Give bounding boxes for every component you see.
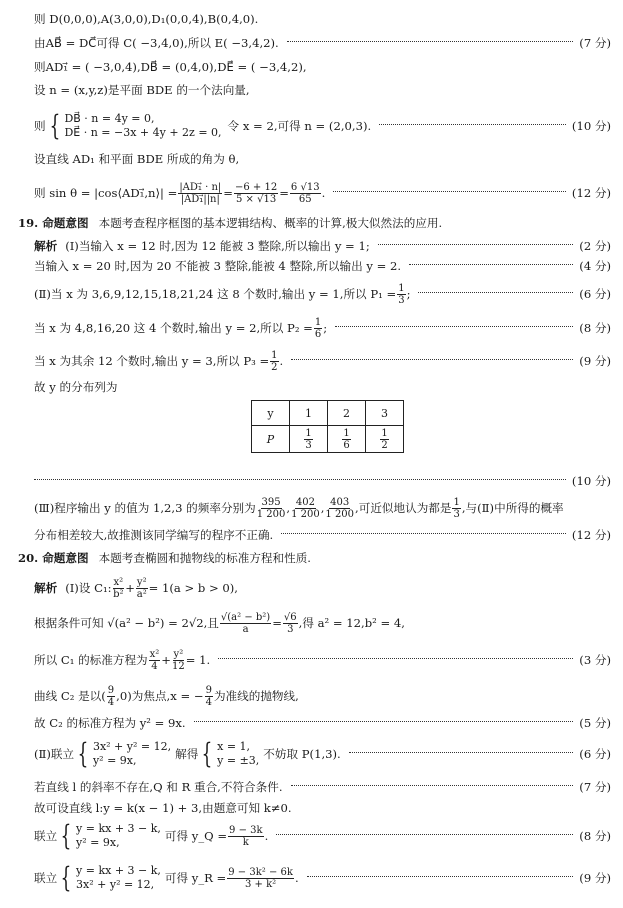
leader-dots — [276, 834, 573, 835]
score-label: (2 分) — [579, 239, 611, 253]
fraction: $\frac{\text{9 − 3k² − 6k}}{\text{3 + k²}}$ — [228, 866, 293, 890]
fraction: $\frac{\text{x²}}{4}$ — [149, 648, 160, 672]
equation-system: { x = 1, y = ±3, — [201, 737, 260, 770]
line-sin-theta: 则 sin θ = |cos⟨AD₁⃗,n⟩| = $\frac{\text{|AD₁⃗ · n|}}{\text{|AD₁⃗||n|}}$ = $\frac{-6 + 12}{5 \times √13}$ = $\frac{6 √13}{65}$ . (12 分) — [34, 181, 611, 205]
score-label: (12 分) — [571, 186, 611, 200]
leader-dots — [333, 191, 566, 192]
score-label: (5 分) — [579, 716, 611, 730]
leader-dots — [349, 752, 574, 753]
score-label: (8 分) — [579, 829, 611, 843]
line-20-7: 若直线 l 的斜率不存在,Q 和 R 重合,不符合条件. (7 分) — [34, 780, 611, 794]
score-label: (7 分) — [579, 780, 611, 794]
score-label: (8 分) — [579, 321, 611, 335]
line-19-6: 故 y 的分布列为 — [34, 380, 118, 394]
line-20-3: 所以 C₁ 的标准方程为 $\frac{\text{x²}}{4}$ + $\frac{\text{y²}}{12}$ = 1. (3 分) — [34, 648, 611, 672]
line-system-normal: 则 { DB⃗ · n = 4y = 0, DE⃗ · n = −3x + 4y + 2z = 0, 令 x = 2,可得 n = (2,0,3). (10 分) — [34, 109, 611, 142]
q19-heading: 19. 命题意图 本题考查程序框图的基本逻辑结构、概率的计算,极大似然法的应用. — [18, 216, 443, 230]
table-row — [252, 426, 404, 453]
leader-dots — [409, 264, 573, 265]
fraction: $\frac{-6 + 12}{5 \times √13}$ — [235, 181, 278, 205]
line-19-7 — [34, 474, 611, 488]
line-19-5: 当 x 为其余 12 个数时,输出 y = 3,所以 P₃ = $\frac{1}{2}$ . (9 分) — [34, 349, 611, 373]
line-20-5: 故 C₂ 的标准方程为 y² = 9x. (5 分) — [34, 716, 611, 730]
fraction: $\frac{√6}{3}$ — [283, 611, 297, 635]
leader-dots — [281, 533, 566, 534]
line-normal-vector: 设 n = (x,y,z)是平面 BDE 的一个法向量, — [34, 83, 250, 97]
line-19-2: 当输入 x = 20 时,因为 20 不能被 3 整除,能被 4 整除,所以输出 y = 2. (4 分) — [34, 259, 611, 273]
table-row-label: P — [252, 426, 290, 453]
score-label: (12 分) — [571, 528, 611, 542]
leader-dots — [287, 41, 574, 42]
fraction: $\frac{1}{2}$ — [271, 349, 278, 373]
score-label: (10 分) — [571, 474, 611, 488]
line-20-2: 根据条件可知 √(a² − b²) = 2√2,且 $\frac{\text{√(a² − b²)}}{a}$ = $\frac{√6}{3}$ ,得 a² = 12,b² = 4, — [34, 611, 405, 635]
fraction: $\frac{\text{y²}}{\text{a²}}$ — [136, 576, 147, 600]
leader-dots — [335, 326, 573, 327]
line-19-9: 分布相差较大,故推测该同学编写的程序不正确. (12 分) — [34, 528, 611, 542]
line-20-9: 联立 { y = kx + 3 − k, y² = 9x, 可得 y_Q = $\frac{9 - 3k}{k}$ . (8 分) — [34, 819, 611, 852]
fraction: $\frac{9}{4}$ — [205, 684, 212, 708]
line-point-e: 由AB⃗ = DC⃗可得 C( −3,4,0),所以 E( −3,4,2). (7 分) — [34, 36, 611, 50]
score-label: (9 分) — [579, 871, 611, 885]
line-coordinates: 则 D(0,0,0),A(3,0,0),D₁(0,0,4),B(0,4,0). — [34, 12, 259, 26]
line-20-1: 解析 (Ⅰ)设 C₁: $\frac{\text{x²}}{\text{b²}}$ + $\frac{\text{y²}}{\text{a²}}$ = 1(a > b > 0), — [34, 576, 238, 600]
table-header-cell: 2 — [328, 401, 366, 426]
equation-system: { y = kx + 3 − k, y² = 9x, — [60, 819, 161, 852]
leader-dots — [418, 292, 573, 293]
line-vectors: 则AD₁⃗ = ( −3,0,4),DB⃗ = (0,4,0),DE⃗ = ( −3,4,2), — [34, 60, 307, 74]
leader-dots — [218, 658, 573, 659]
equation-system: { DB⃗ · n = 4y = 0, DE⃗ · n = −3x + 4y + 2z = 0, — [49, 109, 222, 142]
line-20-6: (Ⅱ)联立 { 3x² + y² = 12, y² = 9x, 解得 { x = 1, y = ±3, 不妨取 P(1,3). (6 分) — [34, 737, 611, 770]
leader-dots — [291, 785, 574, 786]
score-label: (7 分) — [579, 36, 611, 50]
fraction: $\frac{402}{1 200}$ — [291, 496, 320, 520]
equation-system: { y = kx + 3 − k, 3x² + y² = 12, — [60, 861, 161, 894]
distribution-table — [251, 400, 404, 453]
leader-dots — [34, 479, 566, 480]
line-19-1: 解析 (Ⅰ)当输入 x = 12 时,因为 12 能被 3 整除,所以输出 y = 1; (2 分) — [34, 239, 611, 253]
leader-dots — [291, 359, 573, 360]
leader-dots — [194, 721, 574, 722]
q20-heading: 20. 命题意图 本题考查椭圆和抛物线的标准方程和性质. — [18, 551, 311, 565]
table-cell: $\frac{1}{3}$ — [290, 426, 328, 453]
line-19-8: (Ⅲ)程序输出 y 的值为 1,2,3 的频率分别为 $\frac{395}{1 200}$ , $\frac{402}{1 200}$ , $\frac{403}{1 200}$ ,可近似地认为都是 $\frac{1}{3}$ ,与(Ⅱ)中所得的概率 — [34, 496, 564, 520]
fraction: $\frac{1}{3}$ — [398, 282, 405, 306]
fraction: $\frac{1}{3}$ — [453, 496, 460, 520]
table-row — [252, 401, 404, 426]
table-cell: $\frac{1}{6}$ — [328, 426, 366, 453]
fraction: $\frac{\text{√(a² − b²)}}{a}$ — [220, 611, 271, 635]
score-label: (3 分) — [579, 653, 611, 667]
fraction: $\frac{\text{y²}}{12}$ — [172, 648, 185, 672]
fraction: $\frac{\text{x²}}{\text{b²}}$ — [113, 576, 124, 600]
equation-system: { 3x² + y² = 12, y² = 9x, — [77, 737, 172, 770]
score-label: (6 分) — [579, 747, 611, 761]
table-header-cell: y — [252, 401, 290, 426]
fraction: $\frac{403}{1 200}$ — [325, 496, 355, 520]
fraction: $\frac{395}{1 200}$ — [256, 496, 286, 520]
leader-dots — [307, 876, 574, 877]
score-label: (9 分) — [579, 354, 611, 368]
table-header-cell: 1 — [290, 401, 328, 426]
fraction: $\frac{\text{|AD₁⃗ · n|}}{\text{|AD₁⃗||n|}}$ — [179, 181, 222, 205]
table-header-cell: 3 — [366, 401, 404, 426]
fraction: $\frac{6 √13}{65}$ — [290, 181, 320, 205]
score-label: (4 分) — [579, 259, 611, 273]
table-cell: $\frac{1}{2}$ — [366, 426, 404, 453]
score-label: (6 分) — [579, 287, 611, 301]
leader-dots — [378, 244, 574, 245]
line-20-8: 故可设直线 l:y = k(x − 1) + 3,由题意可知 k≠0. — [34, 801, 292, 815]
leader-dots — [379, 124, 566, 125]
line-20-4: 曲线 C₂ 是以( $\frac{9}{4}$ ,0)为焦点,x = − $\frac{9}{4}$ 为准线的抛物线, — [34, 684, 299, 708]
line-angle-theta: 设直线 AD₁ 和平面 BDE 所成的角为 θ, — [34, 152, 240, 166]
fraction: $\frac{1}{6}$ — [314, 316, 322, 340]
fraction: $\frac{9}{4}$ — [107, 684, 115, 708]
line-20-10: 联立 { y = kx + 3 − k, 3x² + y² = 12, 可得 y_R = $\frac{\text{9 − 3k² − 6k}}{\text{3 + k²}}$ . (9 分) — [34, 861, 611, 894]
score-label: (10 分) — [571, 119, 611, 133]
line-19-3: (Ⅱ)当 x 为 3,6,9,12,15,18,21,24 这 8 个数时,输出 y = 1,所以 P₁ = $\frac{1}{3}$ ; (6 分) — [34, 282, 611, 306]
line-19-4: 当 x 为 4,8,16,20 这 4 个数时,输出 y = 2,所以 P₂ = $\frac{1}{6}$ ; (8 分) — [34, 316, 611, 340]
fraction: $\frac{9 - 3k}{k}$ — [229, 824, 263, 848]
